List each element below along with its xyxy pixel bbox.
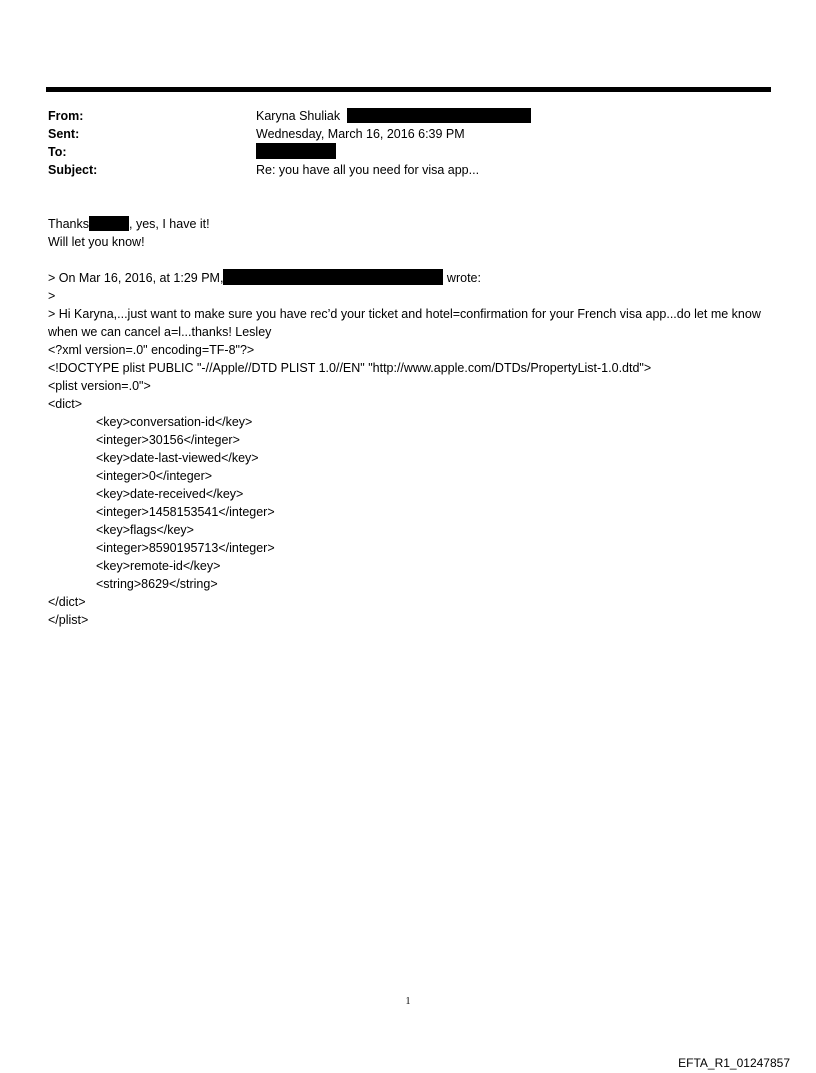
reply-line	[48, 215, 773, 233]
to-label: To:	[48, 145, 67, 159]
xml-line: <?xml version=.0" encoding=TF-8"?>	[48, 343, 255, 357]
quote-paragraph: > Hi Karyna,...just want to make sure you have rec’d your ticket and hotel=confirmation for your French visa app...do let me know when we can cancel a=l...thanks! Lesley	[48, 307, 761, 339]
dict-line: <key>date-received</key>	[96, 487, 244, 501]
dict-line: <string>8629</string>	[96, 577, 218, 591]
reply-text	[48, 215, 773, 251]
quote-line	[48, 269, 773, 287]
dict-line: <key>date-last-viewed</key>	[96, 451, 259, 465]
xml-line: </dict>	[48, 595, 86, 609]
xml-line: <plist version=.0">	[48, 379, 151, 393]
redaction-box	[89, 216, 129, 231]
dict-line: <integer>8590195713</integer>	[96, 541, 275, 555]
xml-line: <dict>	[48, 397, 83, 411]
xml-line: <!DOCTYPE plist PUBLIC "-//Apple//DTD PLIST 1.0//EN" "http://www.apple.com/DTDs/PropertyList-1.0.dtd">	[48, 361, 652, 375]
from-label: From:	[48, 109, 84, 123]
dict-line: <integer>1458153541</integer>	[96, 505, 275, 519]
to-value	[256, 143, 336, 161]
reply-line: Will let you know!	[48, 235, 145, 249]
dict-line: <integer>30156</integer>	[96, 433, 240, 447]
reply-line-end: , yes, I have it!	[129, 217, 210, 231]
quote-line-end: wrote:	[443, 271, 481, 285]
sent-value: Wednesday, March 16, 2016 6:39 PM	[256, 127, 465, 141]
xml-line: </plist>	[48, 613, 89, 627]
subject-value: Re: you have all you need for visa app...	[256, 163, 480, 177]
redaction-box	[347, 108, 531, 123]
page-number: 1	[405, 996, 411, 1007]
from-name: Karyna Shuliak	[256, 109, 341, 123]
header-rule	[46, 87, 771, 92]
quoted-message	[48, 269, 773, 629]
quote-line: >	[48, 289, 56, 303]
from-value	[256, 107, 531, 125]
quote-line-start: > On Mar 16, 2016, at 1:29 PM,	[48, 271, 224, 285]
document-id: EFTA_R1_01247857	[678, 1056, 790, 1070]
reply-line-start: Thanks	[48, 217, 89, 231]
dict-line: <integer>0</integer>	[96, 469, 213, 483]
dict-line: <key>conversation-id</key>	[96, 415, 253, 429]
redaction-box	[256, 143, 336, 159]
sent-label: Sent:	[48, 127, 80, 141]
subject-label: Subject:	[48, 163, 98, 177]
redaction-box	[223, 269, 443, 285]
dict-line: <key>remote-id</key>	[96, 559, 221, 573]
dict-line: <key>flags</key>	[96, 523, 194, 537]
